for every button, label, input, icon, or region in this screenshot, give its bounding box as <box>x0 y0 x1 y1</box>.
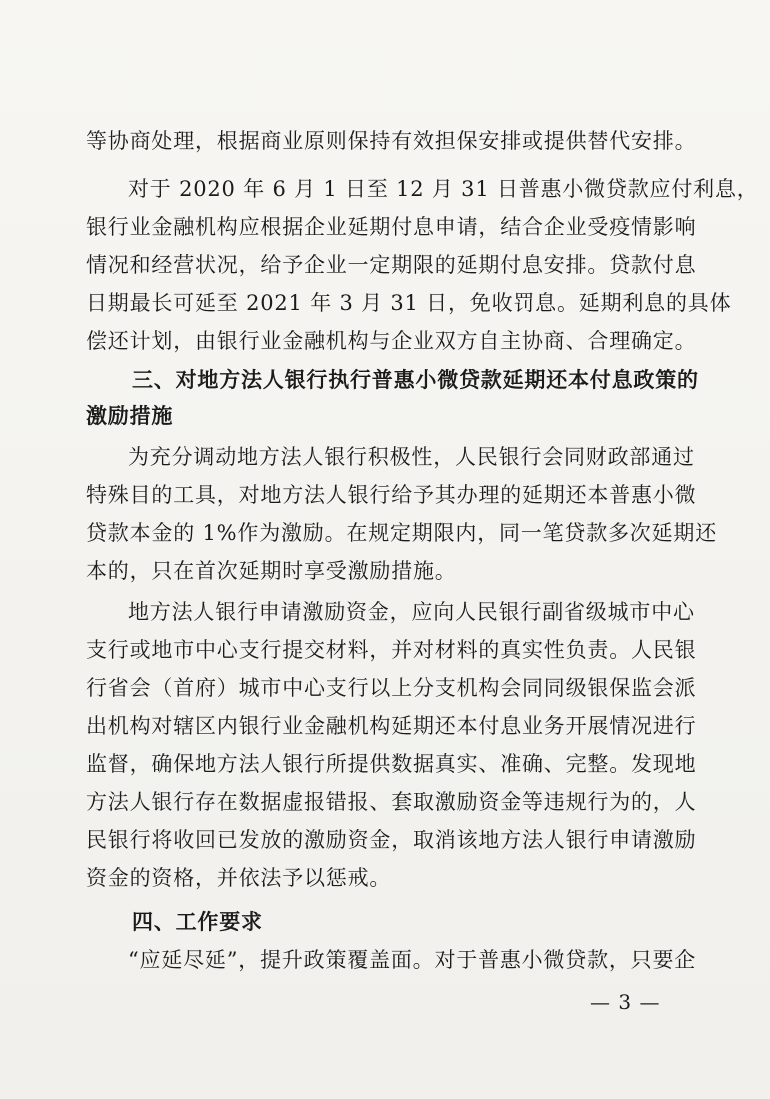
section-heading-3: 三、对地方法人银行执行普惠小微贷款延期还本付息政策的 <box>132 368 699 392</box>
section-heading-4: 四、工作要求 <box>132 910 263 934</box>
paragraph-line: 方法人银行存在数据虚报错报、套取激励资金等违规行为的，人 <box>86 790 697 814</box>
paragraph-line: 资金的资格，并依法予以惩戒。 <box>86 866 392 890</box>
paragraph-line: 地方法人银行申请激励资金，应向人民银行副省级城市中心 <box>128 600 695 624</box>
section-heading-3-cont: 激励措施 <box>86 404 174 428</box>
paragraph-line: 贷款本金的 1%作为激励。在规定期限内，同一笔贷款多次延期还 <box>86 521 717 545</box>
paragraph-line: 情况和经营状况，给予企业一定期限的延期付息安排。贷款付息 <box>86 253 697 277</box>
paragraph-line: 对于 2020 年 6 月 1 日至 12 月 31 日普惠小微贷款应付利息， <box>128 177 759 201</box>
paragraph-line: 偿还计划，由银行业金融机构与企业双方自主协商、合理确定。 <box>86 329 697 353</box>
paragraph-line: 监督，确保地方法人银行所提供数据真实、准确、完整。发现地 <box>86 752 697 776</box>
paragraph-line: 支行或地市中心支行提交材料，并对材料的真实性负责。人民银 <box>86 638 697 662</box>
paragraph-line: 行省会（首府）城市中心支行以上分支机构会同同级银保监会派 <box>86 676 697 700</box>
paragraph-line: “应延尽延”，提升政策覆盖面。对于普惠小微贷款，只要企 <box>128 948 697 972</box>
paragraph-line: 为充分调动地方法人银行积极性，人民银行会同财政部通过 <box>128 445 695 469</box>
page-number: — 3 — <box>590 990 661 1014</box>
paragraph-line: 特殊目的工具，对地方法人银行给予其办理的延期还本普惠小微 <box>86 483 697 507</box>
paragraph-line: 日期最长可延至 2021 年 3 月 31 日，免收罚息。延期利息的具体 <box>86 291 732 315</box>
paragraph-line: 等协商处理，根据商业原则保持有效担保安排或提供替代安排。 <box>86 129 697 153</box>
paragraph-line: 银行业金融机构应根据企业延期付息申请，结合企业受疫情影响 <box>86 215 697 239</box>
paragraph-line: 本的，只在首次延期时享受激励措施。 <box>86 559 457 583</box>
paragraph-line: 出机构对辖区内银行业金融机构延期还本付息业务开展情况进行 <box>86 714 697 738</box>
paragraph-line: 民银行将收回已发放的激励资金，取消该地方法人银行申请激励 <box>86 828 697 852</box>
